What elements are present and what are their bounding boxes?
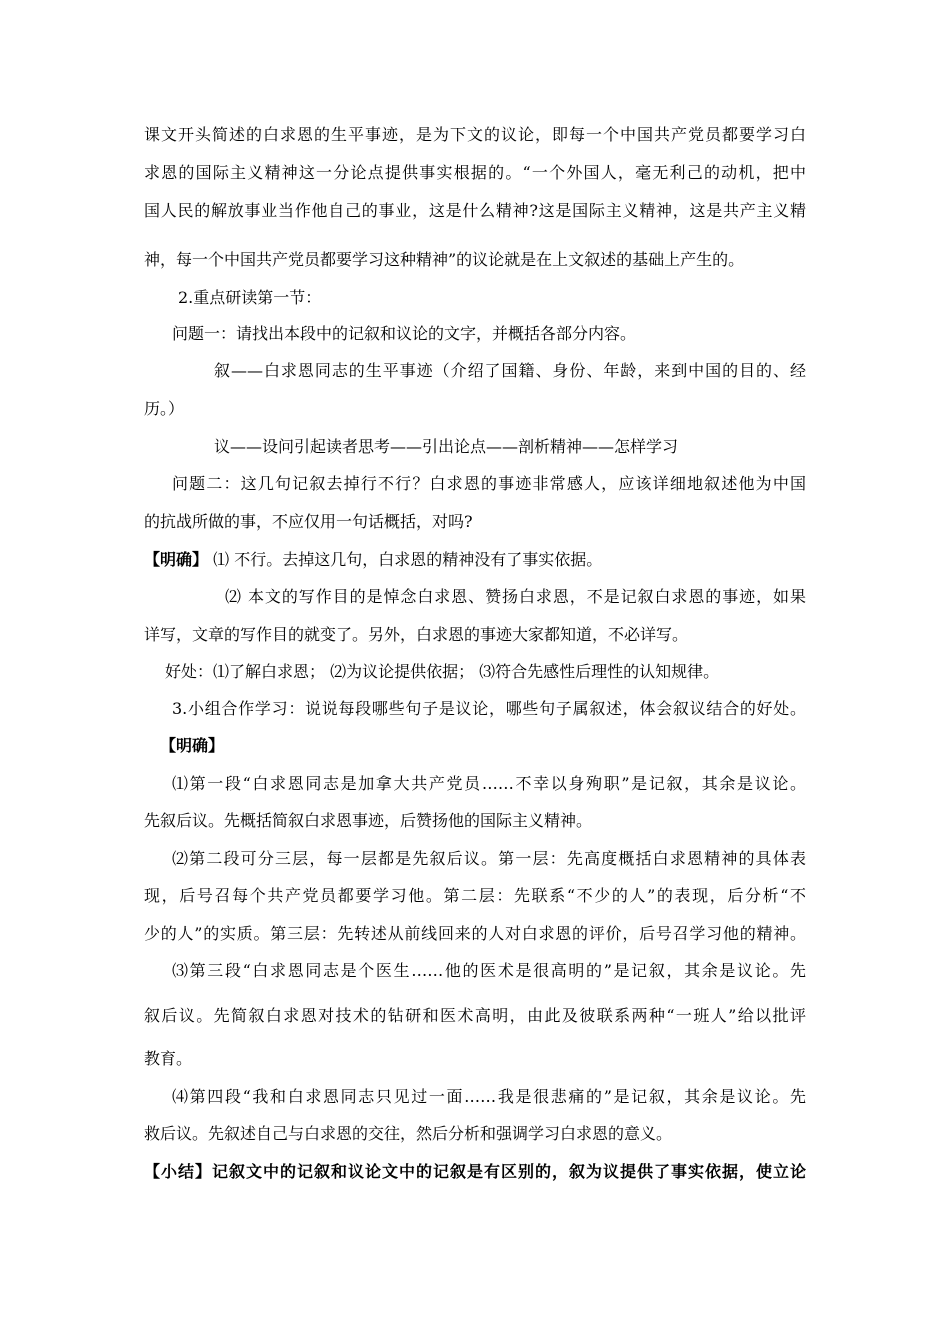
answer-line: 现，后号召每个共产党员都要学习他。第二层：先联系“不少的人”的表现，后分析“不 [144,886,806,905]
answer-line: ⑶第三段“白求恩同志是个医生……他的医术是很高明的”是记叙，其余是议论。先 [172,961,806,980]
narration-summary: 叙——白求恩同志的生平事迹（介绍了国籍、身份、年龄，来到中国的目的、经 [214,361,806,380]
answer-line: 救后议。先叙述自己与白求恩的交往，然后分析和强调学习白求恩的意义。 [144,1124,673,1143]
section-heading: 2.重点研读第一节： [178,288,322,307]
answer-line: ⑵第二段可分三层，每一层都是先叙后议。第一层：先高度概括白求恩精神的具体表 [172,849,806,868]
answer-line: 先叙后议。先概括简叙白求恩事迹，后赞扬他的国际主义精神。 [144,811,593,830]
answer-label: 【明确】 [160,736,225,755]
answer-label: 【明确】 [144,550,209,569]
question-two: 问题二：这几句记叙去掉行不行？白求恩的事迹非常感人，应该详细地叙述他为中国 [172,474,806,493]
answer-text: ⑴ 不行。去掉这几句，白求恩的精神没有了事实依据。 [208,550,603,569]
question-one: 问题一：请找出本段中的记叙和议论的文字，并概括各部分内容。 [172,324,637,343]
answer-line: ⑴第一段“白求恩同志是加拿大共产党员……不幸以身殉职”是记叙，其余是议论。 [172,774,806,793]
answer-line: 少的人”的实质。第三层：先转述从前线回来的人对白求恩的评价，后号召学习他的精神。 [144,924,806,943]
narration-summary-cont: 历。） [144,399,185,418]
answer-line: 叙后议。先简叙白求恩对技术的钻研和医术高明，由此及彼联系两种“一班人”给以批评 [144,1006,806,1025]
answer-line: ⑵ 本文的写作目的是悼念白求恩、赞扬白求恩，不是记叙白求恩的事迹，如果 [225,587,806,606]
paragraph-line: 国人民的解放事业当作他自己的事业，这是什么精神?这是国际主义精神，这是共产主义精 [144,201,806,220]
argument-summary: 议——设问引起读者思考——引出论点——剖析精神——怎样学习 [214,437,679,456]
paragraph-line: 课文开头简述的白求恩的生平事迹，是为下文的议论，即每一个中国共产党员都要学习白 [144,125,806,144]
answer-line: 详写，文章的写作目的就变了。另外，白求恩的事迹大家都知道，不必详写。 [144,625,689,644]
answer-line: ⑷第四段“我和白求恩同志只见过一面……我是很悲痛的”是记叙，其余是议论。先 [172,1087,806,1106]
question-two-cont: 的抗战所做的事，不应仅用一句话概括，对吗? [144,512,473,531]
paragraph-line: 求恩的国际主义精神这一分论点提供事实根据的。“一个外国人，毫无利己的动机，把中 [144,163,806,182]
answer-line [144,550,806,570]
section-heading: 3.小组合作学习：说说每段哪些句子是议论，哪些句子属叙述，体会叙议结合的好处。 [172,699,806,718]
benefits-line: 好处：⑴了解白求恩； ⑵为议论提供依据； ⑶符合先感性后理性的认知规律。 [165,662,720,681]
answer-line: 教育。 [144,1049,193,1068]
paragraph-line: 神，每一个中国共产党员都要学习这种精神”的议论就是在上文叙述的基础上产生的。 [144,250,745,269]
summary-line: 【小结】记叙文中的记叙和议论文中的记叙是有区别的，叙为议提供了事实依据，使立论 [144,1162,806,1181]
